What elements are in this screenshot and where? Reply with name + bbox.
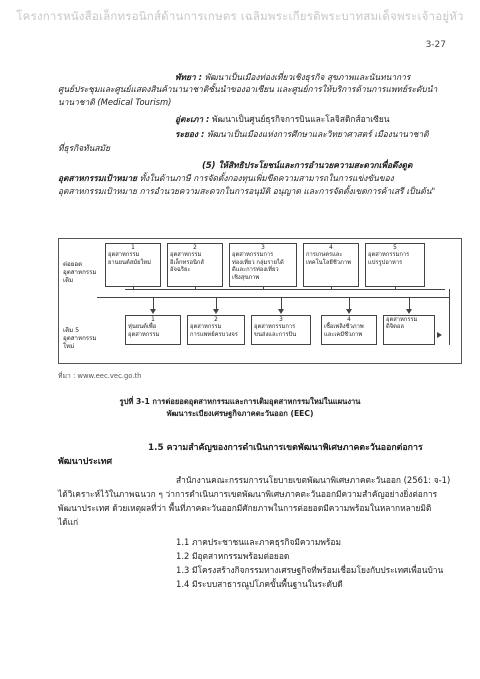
running-header: โครงการหนังสือเล็กทรอนิกส์ด้านการเกษตร เฉลิมพระเกียรติพระบาทสมเด็จพระเจ้าอยู่หัว (16, 9, 464, 23)
existing-industry-box (167, 243, 223, 287)
connector-line (97, 297, 449, 298)
figure-caption: พัฒนาระเบียงเศรษฐกิจภาคตะวันออก (EEC) (166, 409, 314, 418)
arrow-icon (346, 309, 352, 314)
connector-line (395, 287, 396, 289)
text-line: ระยอง : พัฒนาเป็นเมืองแห่งการศึกษาและวิทยาศาสตร์ เมืองนานาชาติ (175, 129, 429, 139)
connector-line (449, 289, 450, 345)
text-line: ศูนย์ประชุมและศูนย์แสดงสินค้านานาชาติชั้นนำของอาเซียน และศูนย์การให้บริการด้านการแพทย์ระดับนำ (58, 84, 438, 94)
box-number: 4 (329, 245, 333, 251)
lane-label-existing: ต่อยอด อุตสาหกรรม เดิม (63, 261, 97, 284)
box-number: 5 (393, 245, 397, 251)
box-label: อุตสาหกรรมการ ท่องเที่ยว กลุ่มรายได้ ดีและการท่องเที่ยว เชิงสุขภาพ (232, 252, 284, 281)
figure-source: ที่มา : www.eec.vec.go.th (58, 372, 142, 380)
connector-line (331, 287, 332, 289)
box-label: หุ่นยนต์เพื่อ อุตสาหกรรม (128, 324, 160, 338)
connector-line (133, 287, 134, 289)
list-item: 1.1 ภาคประชาชนและภาคธุรกิจมีความพร้อม (176, 537, 341, 547)
text-line: นานาชาติ (Medical Tourism) (58, 97, 172, 107)
box-label: อุตสาหกรรมการ แปรรูปอาหาร (368, 252, 410, 266)
existing-industry-box (105, 243, 161, 287)
arrow-icon (406, 309, 412, 314)
new-industry-box (187, 315, 245, 345)
new-industry-box (125, 315, 181, 345)
paragraph-line: พัฒนาประเทศ ด้วยเหตุผลที่ว่า พื้นที่ภาคตะวันออกมีศักยภาพในการต่อยอดมีความพร้อมในหลากหลายมิติ (58, 503, 432, 513)
box-label: อุตสาหกรรม ยานยนต์สมัยใหม่ (108, 252, 151, 266)
box-label: เชื้อเพลิงชีวภาพ และเคมีชีวภาพ (324, 324, 364, 338)
list-item: 1.4 มีระบบสาธารณูปโภคขั้นพื้นฐานในระดับดี (176, 579, 343, 589)
text-line: อุตสาหกรรมเป้าหมาย การอำนวยความสะดวกในการอนุมัติ อนุญาต และการจัดตั้งเขตการค้าเสรี เป็นต้น" (58, 186, 436, 196)
connector-line (195, 287, 196, 289)
box-number: 2 (214, 317, 218, 323)
text-line: (5) ให้สิทธิประโยชน์และการอำนวยความสะดวกเพื่อดึงดูด (202, 160, 413, 170)
paragraph-line: สำนักงานคณะกรรมการนโยบายเขตพัฒนาพิเศษภาคตะวันออก (2561: จ-1) (176, 475, 451, 485)
text-line: อุตสาหกรรมเป้าหมาย ทั้งในด้านภาษี การจัดตั้งกองทุนเพิ่มขีดความสามารถในการแข่งขันของ (58, 173, 394, 183)
paragraph-line: ได้แก่ (58, 517, 79, 527)
page-number: 3-27 (425, 40, 446, 50)
box-label: การเกษตรและ เทคโนโลยีชีวภาพ (306, 252, 351, 266)
box-label: อุตสาหกรรม การแพทย์ครบวงจร (190, 324, 238, 338)
box-number: 1 (131, 245, 135, 251)
lane-label-new: เติม 5 อุตสาหกรรม ใหม่ (63, 327, 97, 350)
section-heading: พัฒนาประเทศ (58, 457, 113, 467)
industry-figure (58, 238, 462, 364)
arrow-icon (150, 309, 156, 314)
new-industry-box (321, 315, 377, 345)
existing-industry-box (303, 243, 359, 287)
box-number: 3 (261, 245, 265, 251)
text-line: ที่ธุรกิจทันสมัย (58, 143, 110, 153)
connector-line (125, 289, 445, 290)
section-heading: 1.5 ความสำคัญของการดำเนินการเขตพัฒนาพิเศษภาคตะวันออกต่อการ (148, 443, 423, 453)
list-item: 1.2 มีอุตสาหกรรมพร้อมต่อยอด (176, 551, 290, 561)
box-label: อุตสาหกรรม ดิจิตอล (386, 317, 418, 331)
list-item: 1.3 มีโครงสร้างกิจกรรมทางเศรษฐกิจที่พร้อมเชื่อมโยงกับประเทศเพื่อนบ้าน (176, 565, 444, 575)
existing-industry-box (365, 243, 425, 287)
paragraph-line: ได้วิเคราะห์ไว้ในภาพฉนวก ๆ ว่าการดำเนินการเขตพัฒนาพิเศษภาคตะวันออกมีความสำคัญอย่างยิ่งต่อการ (58, 489, 438, 499)
arrow-icon (278, 309, 284, 314)
text-line: อู่ตะเภา : พัฒนาเป็นศูนย์ธุรกิจการบินและโลจิสติกส์อาเซียน (175, 114, 390, 124)
box-number: 3 (279, 317, 283, 323)
new-industry-box (383, 315, 435, 345)
new-industry-box (251, 315, 311, 345)
figure-caption: รูปที่ 3-1 การต่อยอดอุตสาหกรรมและการเติมอุตสาหกรรมใหม่ในแผนงาน (119, 397, 361, 406)
box-number: 2 (193, 245, 197, 251)
text-line: พัทยา : พัฒนาเป็นเมืองท่องเที่ยวเชิงธุรกิจ สุขภาพและนันทนาการ (175, 72, 411, 82)
box-label: อุตสาหกรรมการ ขนส่งและการบิน (254, 324, 297, 338)
box-number: 4 (347, 317, 351, 323)
existing-industry-box (229, 243, 297, 287)
arrow-icon (437, 332, 442, 338)
connector-line (263, 287, 264, 289)
box-number: 1 (151, 317, 155, 323)
arrow-icon (213, 309, 219, 314)
box-label: อุตสาหกรรม อิเล็กทรอนิกส์ อัจฉริยะ (170, 252, 204, 274)
